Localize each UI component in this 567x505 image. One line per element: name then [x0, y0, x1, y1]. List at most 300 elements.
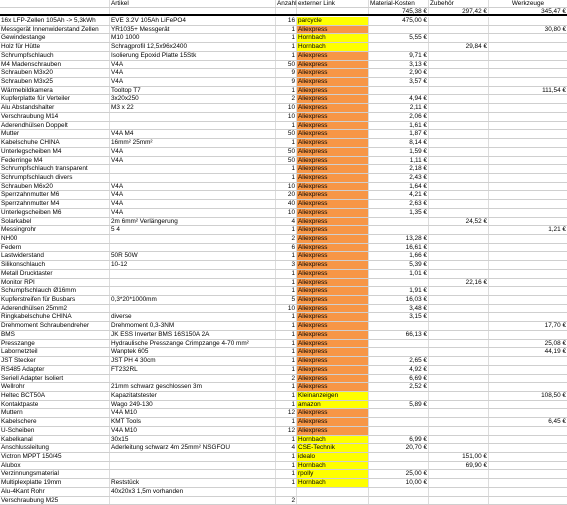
cell-anzahl[interactable]: 12 — [276, 409, 297, 417]
cell-zubehoer[interactable] — [429, 366, 489, 374]
cell-link[interactable]: Hornbach — [297, 43, 369, 51]
cell-kosten[interactable]: 1,66 € — [369, 252, 429, 260]
cell-kosten[interactable]: 2,65 € — [369, 357, 429, 365]
cell-werkzeuge[interactable]: 1,21 € — [548, 226, 566, 234]
cell-artikel[interactable]: Multiplexplatte 19mm — [0, 479, 110, 487]
cell-beschreibung[interactable]: V4A — [110, 183, 276, 191]
cell-zubehoer[interactable] — [429, 305, 489, 313]
cell-werkzeuge[interactable] — [489, 444, 567, 452]
cell-beschreibung[interactable]: V4A — [110, 157, 276, 165]
cell-zubehoer[interactable] — [429, 61, 489, 69]
cell-kosten[interactable] — [369, 497, 429, 505]
cell-kosten[interactable] — [369, 322, 429, 330]
cell-artikel[interactable]: Labornetzteil — [0, 348, 110, 356]
cell-kosten[interactable]: 25,00 € — [369, 470, 429, 478]
cell-beschreibung[interactable]: 40x20x3 1,5m vorhanden — [110, 488, 276, 496]
cell-artikel[interactable]: Victron MPPT 150/45 — [0, 453, 110, 461]
cell-anzahl[interactable]: 40 — [276, 200, 297, 208]
cell-link[interactable]: Aliexpress — [297, 157, 369, 165]
cell-werkzeuge[interactable] — [489, 34, 567, 42]
cell-werkzeuge[interactable] — [489, 470, 567, 478]
cell-kosten[interactable] — [369, 418, 429, 426]
cell-kosten[interactable]: 16,03 € — [369, 296, 429, 304]
cell-werkzeuge[interactable] — [489, 218, 567, 226]
cell-kosten[interactable]: 10,00 € — [369, 479, 429, 487]
cell-anzahl[interactable]: 1 — [276, 340, 297, 348]
cell-artikel[interactable]: Schrumpfschlauch — [0, 52, 110, 60]
cell-artikel[interactable]: Kupferplatte für Verteiler — [0, 95, 110, 103]
cell-werkzeuge[interactable] — [489, 366, 567, 374]
cell-artikel[interactable]: Solarkabel — [0, 218, 110, 226]
cell-werkzeuge[interactable] — [489, 252, 567, 260]
cell-beschreibung[interactable]: M10 1000 — [110, 34, 276, 42]
cell-anzahl[interactable]: 6 — [276, 244, 297, 252]
cell-werkzeuge[interactable] — [489, 331, 567, 339]
cell-werkzeuge[interactable] — [489, 43, 567, 51]
cell-artikel[interactable]: Aderendhülsen Doppelt — [0, 122, 110, 130]
cell-kosten[interactable] — [369, 340, 429, 348]
cell-werkzeuge[interactable] — [489, 52, 567, 60]
cell-anzahl[interactable]: 50 — [276, 148, 297, 156]
cell-link[interactable] — [297, 488, 369, 496]
cell-anzahl[interactable]: 1 — [276, 357, 297, 365]
cell-beschreibung[interactable] — [110, 470, 276, 478]
cell-artikel[interactable]: Verzinnungsmaterial — [0, 470, 110, 478]
cell-zubehoer[interactable] — [429, 322, 489, 330]
cell-link[interactable]: Aliexpress — [297, 52, 369, 60]
cell-link[interactable]: Aliexpress — [297, 218, 369, 226]
cell-zubehoer[interactable] — [429, 69, 489, 77]
cell-anzahl[interactable] — [276, 488, 297, 496]
cell-kosten[interactable]: 9,71 € — [369, 52, 429, 60]
cell-anzahl[interactable]: 1 — [276, 122, 297, 130]
cell-zubehoer[interactable] — [429, 357, 489, 365]
cell-beschreibung[interactable]: V4A M10 — [110, 427, 276, 435]
cell-kosten[interactable]: 1,01 € — [369, 270, 429, 278]
cell-zubehoer[interactable] — [429, 497, 489, 505]
cell-werkzeuge[interactable] — [489, 61, 567, 69]
cell-werkzeuge[interactable] — [489, 296, 567, 304]
cell-link[interactable]: Hornbach — [297, 479, 369, 487]
cell-anzahl[interactable]: 1 — [276, 401, 297, 409]
cell-beschreibung[interactable]: 16mm² 25mm² — [110, 139, 276, 147]
cell-anzahl[interactable]: 1 — [276, 462, 297, 470]
cell-kosten[interactable]: 6,69 € — [369, 375, 429, 383]
cell-artikel[interactable]: Federn — [0, 244, 110, 252]
cell-link[interactable]: Aliexpress — [297, 375, 369, 383]
cell-link[interactable]: Aliexpress — [297, 183, 369, 191]
cell-beschreibung[interactable]: Wago 249-130 — [110, 401, 276, 409]
cell-artikel[interactable]: Schrauben M3x25 — [0, 78, 110, 86]
cell-werkzeuge[interactable] — [489, 174, 567, 182]
cell-kosten[interactable]: 2,18 € — [369, 165, 429, 173]
cell-anzahl[interactable]: 1 — [276, 43, 297, 51]
cell-anzahl[interactable]: 10 — [276, 104, 297, 112]
cell-anzahl[interactable]: 9 — [276, 78, 297, 86]
cell-beschreibung[interactable]: V4A — [110, 78, 276, 86]
cell-kosten[interactable]: 1,11 € — [369, 157, 429, 165]
cell-werkzeuge[interactable] — [489, 313, 567, 321]
cell-link[interactable]: Aliexpress — [297, 209, 369, 217]
cell-artikel[interactable]: JST Stecker — [0, 357, 110, 365]
cell-zubehoer[interactable] — [429, 375, 489, 383]
cell-kosten[interactable]: 16,61 € — [369, 244, 429, 252]
cell-werkzeuge[interactable] — [489, 401, 567, 409]
cell-anzahl[interactable]: 1 — [276, 270, 297, 278]
cell-beschreibung[interactable]: V4A — [110, 200, 276, 208]
cell-artikel[interactable]: Mutter — [0, 130, 110, 138]
cell-link[interactable]: Aliexpress — [297, 174, 369, 182]
cell-zubehoer[interactable] — [429, 34, 489, 42]
cell-kosten[interactable]: 66,13 € — [369, 331, 429, 339]
cell-kosten[interactable]: 5,89 € — [369, 401, 429, 409]
cell-beschreibung[interactable]: 3x20x250 — [110, 95, 276, 103]
cell-anzahl[interactable]: 1 — [276, 313, 297, 321]
cell-zubehoer[interactable] — [429, 113, 489, 121]
cell-kosten[interactable]: 2,90 € — [369, 69, 429, 77]
cell-kosten[interactable]: 1,59 € — [369, 148, 429, 156]
cell-werkzeuge[interactable] — [489, 488, 567, 496]
cell-beschreibung[interactable] — [110, 287, 276, 295]
cell-beschreibung[interactable]: Hydraulische Presszange Crimpzange 4-70 mm² — [110, 340, 276, 348]
cell-beschreibung[interactable]: 21mm schwarz geschlossen 3m — [110, 383, 276, 391]
cell-werkzeuge[interactable] — [489, 427, 567, 435]
cell-link[interactable]: Aliexpress — [297, 348, 369, 356]
cell-kosten[interactable]: 1,91 € — [369, 287, 429, 295]
cell-beschreibung[interactable]: diverse — [110, 313, 276, 321]
cell-kosten[interactable]: 20,70 € — [369, 444, 429, 452]
cell-zubehoer[interactable] — [429, 95, 489, 103]
cell-beschreibung[interactable]: V4A — [110, 209, 276, 217]
cell-beschreibung[interactable]: 0,3*20*1000mm — [110, 296, 276, 304]
cell-werkzeuge[interactable] — [489, 130, 567, 138]
cell-link[interactable]: Aliexpress — [297, 427, 369, 435]
header-anzahl[interactable]: Anzahl — [277, 0, 297, 7]
cell-anzahl[interactable]: 1 — [276, 418, 297, 426]
cell-kosten[interactable]: 5,55 € — [369, 34, 429, 42]
cell-zubehoer[interactable] — [429, 122, 489, 130]
cell-werkzeuge[interactable] — [489, 157, 567, 165]
header-artikel[interactable]: Artikel — [110, 0, 276, 7]
cell-beschreibung[interactable] — [110, 244, 276, 252]
cell-link[interactable]: Aliexpress — [297, 139, 369, 147]
cell-anzahl[interactable]: 1 — [276, 226, 297, 234]
cell-beschreibung[interactable]: 50R 50W — [110, 252, 276, 260]
cell-artikel[interactable]: NH00 — [0, 235, 110, 243]
cell-werkzeuge[interactable]: 111,54 € — [542, 86, 566, 94]
cell-werkzeuge[interactable] — [489, 287, 567, 295]
cell-link[interactable]: amazon — [297, 401, 369, 409]
cell-zubehoer[interactable] — [429, 78, 489, 86]
cell-zubehoer[interactable] — [429, 296, 489, 304]
cell-beschreibung[interactable] — [110, 453, 276, 461]
cell-beschreibung[interactable] — [110, 165, 276, 173]
cell-zubehoer[interactable] — [429, 235, 489, 243]
cell-anzahl[interactable]: 4 — [276, 218, 297, 226]
cell-artikel[interactable]: Schrauben M6x20 — [0, 183, 110, 191]
cell-beschreibung[interactable] — [110, 497, 276, 505]
cell-beschreibung[interactable]: V4A M10 — [110, 409, 276, 417]
cell-link[interactable]: Aliexpress — [297, 226, 369, 234]
cell-anzahl[interactable]: 1 — [276, 366, 297, 374]
cell-kosten[interactable] — [369, 348, 429, 356]
cell-beschreibung[interactable]: V4A — [110, 61, 276, 69]
cell-beschreibung[interactable]: 10-12 — [110, 261, 276, 269]
cell-zubehoer[interactable]: 29,84 € — [429, 43, 489, 51]
cell-beschreibung[interactable] — [110, 462, 276, 470]
cell-werkzeuge[interactable] — [489, 453, 567, 461]
cell-anzahl[interactable]: 1 — [276, 348, 297, 356]
cell-werkzeuge[interactable] — [489, 191, 567, 199]
cell-link[interactable]: Aliexpress — [297, 287, 369, 295]
cell-beschreibung[interactable]: M3 x 22 — [110, 104, 276, 112]
cell-werkzeuge[interactable] — [489, 244, 567, 252]
cell-anzahl[interactable]: 1 — [276, 139, 297, 147]
cell-artikel[interactable]: Alu-4Kant Rohr — [0, 488, 110, 496]
cell-artikel[interactable]: RS485 Adapter — [0, 366, 110, 374]
cell-artikel[interactable]: M4 Madenschrauben — [0, 61, 110, 69]
cell-werkzeuge[interactable] — [489, 148, 567, 156]
cell-kosten[interactable] — [369, 218, 429, 226]
cell-anzahl[interactable]: 1 — [276, 470, 297, 478]
cell-anzahl[interactable]: 16 — [276, 17, 297, 25]
cell-werkzeuge[interactable] — [489, 139, 567, 147]
cell-werkzeuge[interactable]: 108,50 € — [541, 391, 566, 399]
cell-anzahl[interactable]: 2 — [276, 375, 297, 383]
cell-zubehoer[interactable] — [429, 17, 489, 25]
cell-kosten[interactable]: 3,57 € — [369, 78, 429, 86]
cell-kosten[interactable]: 1,64 € — [369, 183, 429, 191]
cell-zubehoer[interactable] — [429, 436, 489, 444]
cell-artikel[interactable]: Messgerät Innenwiderstand Zellen — [0, 26, 110, 34]
cell-beschreibung[interactable]: 5 4 — [110, 226, 276, 234]
cell-link[interactable]: Aliexpress — [297, 113, 369, 121]
cell-artikel[interactable]: U-Scheiben — [0, 427, 110, 435]
cell-kosten[interactable]: 4,92 € — [369, 366, 429, 374]
cell-zubehoer[interactable] — [429, 348, 489, 356]
cell-kosten[interactable]: 475,00 € — [369, 17, 429, 25]
cell-kosten[interactable] — [369, 279, 429, 287]
cell-werkzeuge[interactable]: 6,45 € — [548, 418, 566, 426]
cell-zubehoer[interactable] — [429, 427, 489, 435]
cell-kosten[interactable]: 4,21 € — [369, 191, 429, 199]
cell-anzahl[interactable]: 10 — [276, 183, 297, 191]
cell-link[interactable]: Kleinanzeigen — [297, 392, 369, 400]
cell-artikel[interactable]: Monitor RPI — [0, 279, 110, 287]
cell-zubehoer[interactable] — [429, 174, 489, 182]
cell-beschreibung[interactable]: Tooltop T7 — [110, 87, 276, 95]
cell-anzahl[interactable]: 50 — [276, 130, 297, 138]
cell-beschreibung[interactable]: Kapazitatstester — [110, 392, 276, 400]
cell-artikel[interactable]: Lastwiderstand — [0, 252, 110, 260]
cell-anzahl[interactable]: 20 — [276, 191, 297, 199]
cell-kosten[interactable]: 6,99 € — [369, 436, 429, 444]
cell-werkzeuge[interactable] — [489, 305, 567, 313]
cell-werkzeuge[interactable] — [489, 78, 567, 86]
cell-beschreibung[interactable] — [110, 375, 276, 383]
cell-link[interactable]: Aliexpress — [297, 252, 369, 260]
cell-kosten[interactable] — [369, 26, 429, 34]
cell-artikel[interactable]: Holz für Hütte — [0, 43, 110, 51]
cell-beschreibung[interactable]: Wanptek 605 — [110, 348, 276, 356]
cell-zubehoer[interactable]: 151,00 € — [429, 453, 489, 461]
cell-zubehoer[interactable] — [429, 270, 489, 278]
cell-beschreibung[interactable]: 30x15 — [110, 436, 276, 444]
cell-artikel[interactable]: Seriell Adapter Isoliert — [0, 375, 110, 383]
cell-zubehoer[interactable] — [429, 157, 489, 165]
cell-artikel[interactable]: Alubox — [0, 462, 110, 470]
cell-werkzeuge[interactable] — [489, 270, 567, 278]
cell-artikel[interactable]: Kabelschuhe CHINA — [0, 139, 110, 147]
cell-link[interactable]: Aliexpress — [297, 418, 369, 426]
cell-zubehoer[interactable]: 24,52 € — [429, 218, 489, 226]
cell-kosten[interactable] — [369, 392, 429, 400]
cell-artikel[interactable]: Schrumpfschlauch divers — [0, 174, 110, 182]
cell-anzahl[interactable]: 9 — [276, 69, 297, 77]
cell-artikel[interactable]: Unterlegscheiben M6 — [0, 209, 110, 217]
cell-anzahl[interactable]: 10 — [276, 305, 297, 313]
cell-link[interactable]: Hornbach — [297, 462, 369, 470]
cell-anzahl[interactable]: 12 — [276, 427, 297, 435]
cell-artikel[interactable]: Kabelkanal — [0, 436, 110, 444]
cell-link[interactable]: Aliexpress — [297, 409, 369, 417]
cell-zubehoer[interactable] — [429, 52, 489, 60]
cell-beschreibung[interactable]: Drehmoment 0,3-3NM — [110, 322, 276, 330]
cell-beschreibung[interactable] — [110, 113, 276, 121]
cell-beschreibung[interactable]: V4A — [110, 148, 276, 156]
cell-link[interactable]: Aliexpress — [297, 191, 369, 199]
cell-link[interactable]: rpolly — [297, 470, 369, 478]
cell-zubehoer[interactable] — [429, 261, 489, 269]
cell-artikel[interactable]: Sperrzahnmutter M6 — [0, 191, 110, 199]
cell-artikel[interactable]: Aderendhülsen 25mm2 — [0, 305, 110, 313]
cell-anzahl[interactable]: 1 — [276, 165, 297, 173]
cell-kosten[interactable]: 2,06 € — [369, 113, 429, 121]
cell-beschreibung[interactable]: Reststück — [110, 479, 276, 487]
cell-link[interactable]: Aliexpress — [297, 26, 369, 34]
total-kosten[interactable]: 745,38 € — [369, 8, 429, 14]
cell-link[interactable]: idealo — [297, 453, 369, 461]
cell-artikel[interactable]: Wellrohr — [0, 383, 110, 391]
cell-werkzeuge[interactable] — [489, 279, 567, 287]
cell-zubehoer[interactable] — [429, 383, 489, 391]
cell-werkzeuge[interactable] — [489, 17, 567, 25]
cell-link[interactable]: Aliexpress — [297, 95, 369, 103]
cell-werkzeuge[interactable]: 17,70 € — [544, 322, 566, 330]
cell-zubehoer[interactable] — [429, 313, 489, 321]
cell-artikel[interactable]: Muttern — [0, 409, 110, 417]
cell-link[interactable]: CSE-Technik — [297, 444, 369, 452]
cell-kosten[interactable]: 5,39 € — [369, 261, 429, 269]
total-werkzeuge[interactable]: 345,47 € — [541, 8, 566, 15]
cell-werkzeuge[interactable] — [489, 69, 567, 77]
cell-werkzeuge[interactable]: 44,19 € — [544, 348, 566, 356]
cell-zubehoer[interactable] — [429, 340, 489, 348]
cell-link[interactable]: Aliexpress — [297, 357, 369, 365]
cell-zubehoer[interactable] — [429, 244, 489, 252]
cell-kosten[interactable]: 1,35 € — [369, 209, 429, 217]
cell-werkzeuge[interactable] — [489, 183, 567, 191]
cell-werkzeuge[interactable] — [489, 409, 567, 417]
cell-kosten[interactable]: 3,48 € — [369, 305, 429, 313]
cell-werkzeuge[interactable] — [489, 95, 567, 103]
cell-artikel[interactable]: Drehmoment Schraubendreher — [0, 322, 110, 330]
cell-artikel[interactable]: Anschlussleitung — [0, 444, 110, 452]
cell-beschreibung[interactable]: Schragprofil 12,5x96x2400 — [110, 43, 276, 51]
cell-anzahl[interactable]: 1 — [276, 331, 297, 339]
cell-anzahl[interactable]: 1 — [276, 52, 297, 60]
cell-werkzeuge[interactable] — [489, 122, 567, 130]
cell-beschreibung[interactable]: V4A — [110, 191, 276, 199]
cell-zubehoer[interactable] — [429, 87, 489, 95]
cell-link[interactable]: Aliexpress — [297, 200, 369, 208]
cell-kosten[interactable] — [369, 427, 429, 435]
cell-zubehoer[interactable] — [429, 200, 489, 208]
cell-anzahl[interactable]: 10 — [276, 209, 297, 217]
cell-link[interactable]: Aliexpress — [297, 122, 369, 130]
cell-kosten[interactable]: 4,94 € — [369, 95, 429, 103]
cell-link[interactable]: Aliexpress — [297, 61, 369, 69]
cell-anzahl[interactable]: 1 — [276, 287, 297, 295]
cell-anzahl[interactable]: 10 — [276, 113, 297, 121]
cell-zubehoer[interactable] — [429, 209, 489, 217]
header-kosten[interactable]: Material-Kosten — [369, 0, 429, 7]
cell-artikel[interactable]: Kabelschere — [0, 418, 110, 426]
cell-artikel[interactable]: Federringe M4 — [0, 157, 110, 165]
cell-werkzeuge[interactable] — [489, 261, 567, 269]
cell-zubehoer[interactable] — [429, 191, 489, 199]
cell-zubehoer[interactable] — [429, 183, 489, 191]
cell-zubehoer[interactable] — [429, 444, 489, 452]
cell-artikel[interactable]: Kontaktpaste — [0, 401, 110, 409]
cell-werkzeuge[interactable] — [489, 375, 567, 383]
cell-link[interactable]: Aliexpress — [297, 261, 369, 269]
cell-anzahl[interactable]: 50 — [276, 61, 297, 69]
cell-artikel[interactable]: Heltec BCT50A — [0, 392, 110, 400]
cell-zubehoer[interactable] — [429, 331, 489, 339]
cell-artikel[interactable]: Verschraubung M25 — [0, 497, 110, 505]
cell-werkzeuge[interactable] — [489, 436, 567, 444]
cell-kosten[interactable]: 2,63 € — [369, 200, 429, 208]
header-zubehoer[interactable]: Zubehör — [429, 0, 489, 7]
cell-kosten[interactable]: 13,28 € — [369, 235, 429, 243]
cell-anzahl[interactable]: 2 — [276, 235, 297, 243]
cell-kosten[interactable]: 3,15 € — [369, 313, 429, 321]
cell-link[interactable]: Aliexpress — [297, 104, 369, 112]
cell-kosten[interactable]: 1,87 € — [369, 130, 429, 138]
cell-zubehoer[interactable] — [429, 165, 489, 173]
cell-anzahl[interactable]: 1 — [276, 436, 297, 444]
cell-artikel[interactable]: Unterlegscheiben M4 — [0, 148, 110, 156]
cell-artikel[interactable]: Wärmebildkamera — [0, 87, 110, 95]
cell-werkzeuge[interactable] — [489, 104, 567, 112]
cell-zubehoer[interactable] — [429, 104, 489, 112]
cell-anzahl[interactable]: 1 — [276, 279, 297, 287]
header-link[interactable]: externer Link — [297, 0, 369, 7]
cell-anzahl[interactable]: 2 — [276, 497, 297, 505]
cell-anzahl[interactable]: 50 — [276, 157, 297, 165]
cell-kosten[interactable]: 2,52 € — [369, 383, 429, 391]
cell-link[interactable]: Aliexpress — [297, 279, 369, 287]
cell-artikel[interactable]: Schumpfschlauch Ø16mm — [0, 287, 110, 295]
cell-anzahl[interactable]: 1 — [276, 479, 297, 487]
cell-link[interactable]: Aliexpress — [297, 296, 369, 304]
cell-anzahl[interactable]: 5 — [276, 296, 297, 304]
cell-kosten[interactable] — [369, 87, 429, 95]
cell-zubehoer[interactable] — [429, 226, 489, 234]
cell-beschreibung[interactable]: 2m 6mm² Verlängerung — [110, 218, 276, 226]
cell-artikel[interactable]: Messingrohr — [0, 226, 110, 234]
